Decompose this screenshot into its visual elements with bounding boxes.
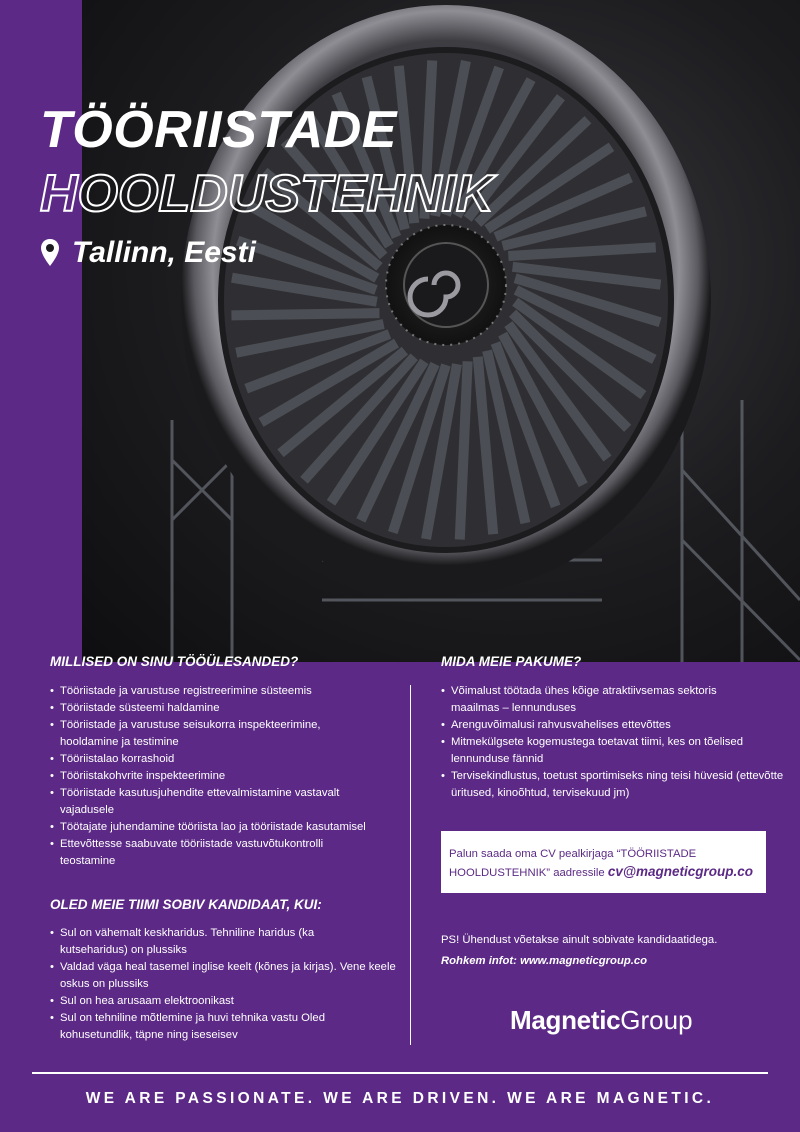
ps-note: PS! Ühendust võetakse ainult sobivate kandidaatidega. bbox=[441, 934, 718, 946]
list-item: • Tööriistalao korrashoid bbox=[46, 751, 396, 768]
list-item: • Sul on vähemalt keskharidus. Tehniline haridus (ka kutseharidus) on plussiks bbox=[46, 925, 360, 959]
job-title-line2: HOOLDUSTEHNIK bbox=[40, 165, 494, 223]
logo-part2: Group bbox=[620, 1005, 693, 1035]
candidate-list bbox=[46, 925, 396, 1044]
list-item: • Sul on hea arusaam elektroonikast bbox=[46, 993, 386, 1010]
list-item: • Tööriistade süsteemi haldamine bbox=[46, 700, 396, 717]
more-info-link[interactable]: Rohkem infot: www.magneticgroup.co bbox=[441, 955, 648, 967]
list-item: • Ettevõttesse saabuvate tööriistade vastuvõtukontrolli teostamine bbox=[46, 836, 380, 870]
tasks-heading: MILLISED ON SINU TÖÖÜLESANDED? bbox=[50, 654, 299, 669]
apply-text: Palun saada oma CV pealkirjaga “TÖÖRIISTADE HOOLDUSTEHNIK” aadressile bbox=[449, 848, 697, 879]
map-pin-icon bbox=[40, 238, 60, 268]
offer-list bbox=[437, 683, 784, 802]
list-item: • Tööriistakohvrite inspekteerimine bbox=[46, 768, 396, 785]
magnetic-group-logo bbox=[510, 1005, 693, 1036]
list-item: • Tööriistade kasutusjuhendite ettevalmistamine vastavalt vajadusele bbox=[46, 785, 390, 819]
list-item: • Võimalust töötada ühes kõige atraktiivsemas sektoris maailmas – lennunduses bbox=[437, 683, 761, 717]
list-item: • Sul on tehniline mõtlemine ja huvi tehnika vastu Oled kohusetundlik, täpne ning iseseisev bbox=[46, 1010, 350, 1044]
column-divider bbox=[410, 685, 411, 1045]
list-item: • Arenguvõimalusi rahvusvahelises ettevõttes bbox=[437, 717, 777, 734]
tasks-list bbox=[46, 683, 396, 870]
footer-divider bbox=[32, 1072, 768, 1074]
logo-part1: Magnetic bbox=[510, 1005, 621, 1035]
list-item: • Valdad väga heal tasemel inglise keelt (kõnes ja kirjas). Vene keele oskus on plussiks bbox=[46, 959, 400, 993]
list-item: • Töötajate juhendamine tööriista lao ja tööriistade kasutamisel bbox=[46, 819, 396, 836]
tagline: WE ARE PASSIONATE. WE ARE DRIVEN. WE ARE MAGNETIC. bbox=[85, 1090, 715, 1107]
list-item: • Tööriistade ja varustuse seisukorra inspekteerimine, hooldamine ja testimine bbox=[46, 717, 370, 751]
location bbox=[40, 236, 256, 270]
list-item: • Tervisekindlustus, toetust sportimiseks ning teisi hüvesid (ettevõtte üritused, kinoõhtud, tervisekuud jm) bbox=[437, 768, 791, 802]
candidate-heading: OLED MEIE TIIMI SOBIV KANDIDAAT, KUI: bbox=[50, 897, 322, 912]
offer-heading: MIDA MEIE PAKUME? bbox=[441, 654, 582, 669]
list-item: • Tööriistade ja varustuse registreerimine süsteemis bbox=[46, 683, 396, 700]
job-title-line1: TÖÖRIISTADE bbox=[40, 101, 397, 159]
fan-blade bbox=[231, 313, 379, 315]
apply-email-link[interactable]: cv@magneticgroup.co bbox=[607, 864, 754, 879]
apply-box bbox=[441, 831, 766, 893]
location-text: Tallinn, Eesti bbox=[72, 236, 256, 269]
list-item: • Mitmekülgsete kogemustega toetavat tiimi, kes on tõelised lennunduse fännid bbox=[437, 734, 791, 768]
